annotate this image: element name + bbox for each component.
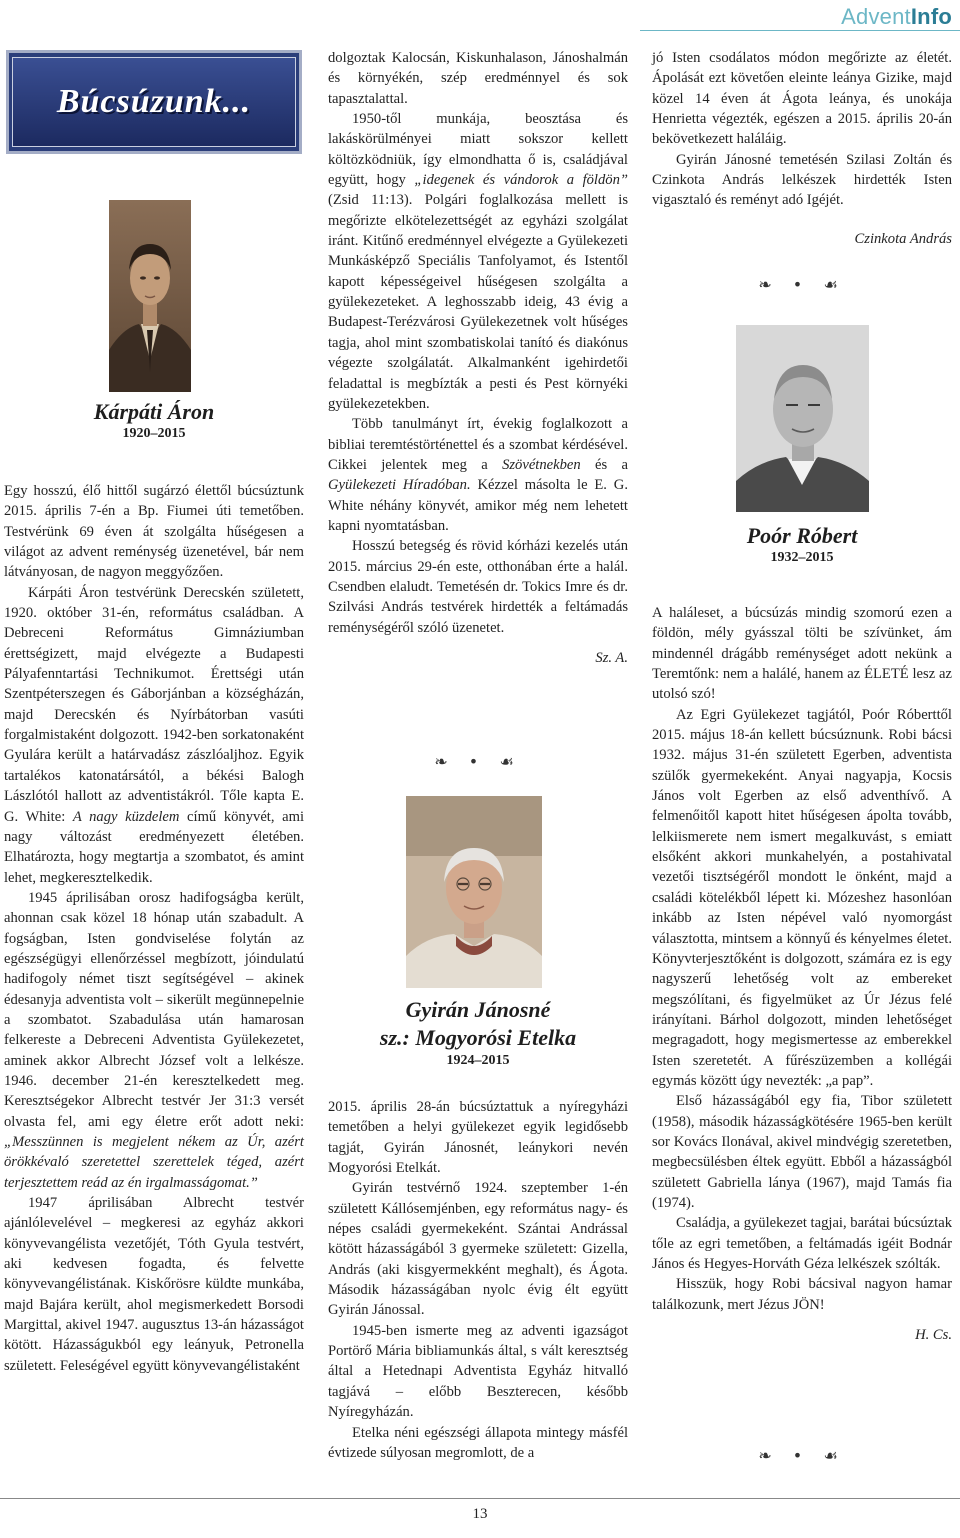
col2-paragraph-3 — [328, 414, 628, 536]
col1-paragraph-4: 1947 áprilisában Albrecht testvér ajánlólevelével – megkeresi az egyház akkori könyvevangélista vezetőjét, Tóth Gyula testvért, aki kedvesen fogadta, és felvette könyvevangélistának. Kiskőrösre küldte munkába, majd Bajára került, ahol megismerkedett Borsodi Margittal, akivel 1947. augusztus 13-án házasságot kötött. Házasságukból egy leányuk, Petronella született. Feleségével együtt könyvevangélistaként — [4, 1195, 304, 1374]
brand-part-info: Info — [910, 4, 952, 29]
gyiran-paragraph-2: Gyirán testvérnő 1924. szeptember 1-én született Kállósemjénben, egy református nagy- és népes családi gyermekeként. Szántai Andrással kötött házasságából 3 gyermeke született: Gizella, András (aki kisgyermekként meghalt), és Ágota. Második házasságában nyolc évig élt együtt Gyirán Jánossal. — [328, 1180, 628, 1319]
column-1 — [4, 481, 304, 1376]
poor-paragraph-4: Családja, a gyülekezet tagjai, barátai búcsúztak tőle az egri temetőben, a feltámadás igéit Bodnár János és Hegyes-Horváth Géza lelkészek szólták. — [652, 1215, 952, 1272]
brand-logo — [841, 4, 952, 30]
signature-czinkota: Czinkota András — [854, 230, 952, 247]
book-title-nagy-kuzdelem: A nagy küzdelem — [72, 808, 180, 825]
person-name-gyiran-line1: Gyirán Jánosné — [405, 997, 551, 1022]
person-years-poor: 1932–2015 — [770, 550, 834, 565]
col1-p2-text: Kárpáti Áron testvérünk Derecskén született, 1920. október 31-én, református családban. A Debreceni Református Gimnáziumban érettségizett, majd elvégezte a Budapesti Pályafenntartási Technikumot. Érettségi után Szentpéterszegen és Gáborjánban a községházán, majd Derecskén és Nyírbátorban vasúti forgalmistaként dolgozott. 1942-ben sorkatonaként Gyulára került a határvadász zászlóaljhoz. Egyik tartalékos katonatársától, a békési Balogh Lászlótól hallott az adventistákról. Tőle kapta E. G. White: — [4, 584, 304, 825]
col2-p3-text: Több tanulmányt írt, évekig foglalkozott a bibliai teremtéstörténettel és a szombat kérdésével. Cikkei jelentek meg a — [328, 416, 628, 473]
poor-paragraph-2: Az Egri Gyülekezet tagjától, Poór Róberttől 2015. május 18-án kellett búcsúznunk. Robi bácsi 1932. május 31-én született Egerben, adventista szülők gyermekeként. Anyai nagyapja, Kocsis János volt Egerben az első adventhívő. A felmenőitől kapott hitet hűségesen ápolta tovább, lelkiismerete nem ismert megalkuvást, s emiatt elsőként akkori munkahelyén, a postahivatal vezetői tisztségéről mondott le önként, majd a családi kötelékből lépett ki. Mózeshez hasonlóan inkább az Isten népével való nyomorgást választotta, mintsem a könnyű és kényelmes életet. Könyvterjesztőként is dolgozott, számára ez is egy nagyszerű lehetőség volt az embereket megszólítani, és figyelmüket az Úr Jézus felé irányítani. Bárhol dolgozott, minden lehetőséget megragadott, hogy megismertesse az emberekkel Isten szeretetét. A fűrészüzemben a kollégái egymás között úgy nevezték: „a pap”. — [652, 706, 952, 1089]
banner-title: Búcsúzunk... — [56, 83, 252, 120]
col2-p2-text: 1950-től munkája, beosztása és lakáskörülményei miatt sokszor kellett költözködniük, így elmondhatta ő is, családjával együtt, hogy — [328, 111, 628, 189]
header-rule — [640, 30, 960, 31]
col2-p2-quote: „idegenek és vándorok a földön” — [414, 172, 628, 189]
poor-paragraph-5: Hisszük, hogy Robi bácsival nagyon hamar találkozunk, mert Jézus JÖN! — [652, 1276, 952, 1313]
poor-paragraph-1: A haláleset, a búcsúzás mindig szomorú ezen a földön, mély gyásszal tölti be szívünket, ám mindennél drágább reménységet adott nekünk a Teremtőnk: nem a halálé, hanem az ÉLETÉ lesz az utolsó szó! — [652, 605, 952, 703]
publication-hirado: Gyülekezeti Híradóban. — [328, 477, 471, 494]
signature-sz-a: Sz. A. — [595, 649, 628, 666]
brand-part-advent: Advent — [841, 4, 911, 29]
col2-paragraph-2 — [328, 109, 628, 414]
banner-inner — [12, 57, 296, 147]
section-banner — [6, 50, 302, 154]
column-3 — [652, 48, 952, 255]
col2-p3-end: Kézzel másolta le E. G. White néhány könyvét, amikor még nem lehetett kapni nyomtatásban. — [328, 477, 628, 534]
person-years-gyiran: 1924–2015 — [446, 1053, 510, 1068]
col3-paragraph-1: jó Isten csodálatos módon megőrizte az életét. Ápolását ezt követően eleinte leánya Gizike, majd közel 14 éven át Ágota leánya, és unokája Henrietta végezték, egészen a 2015. április 20-án bekövetkezett haláláig. — [652, 50, 952, 148]
col1-p3-text: 1945 áprilisában orosz hadifogságba került, ahonnan csak közel 18 hónap után szabadult. A fogságban, Isten gondviselése folytán az egészségügyi ellenőrzéssel megbízott, jóindulatú hadifogoly német tiszt segítségével – akinek édesanyja adventista volt – sikerült megünnepelnie a szombatot. Szabadulása után hamarosan felkereste a Debreceni Adventista Gyülekezetet, aminek akkor Albrecht József volt a lelkésze. 1946. december 21-én keresztelkedett meg. Keresztségekor Albrecht testvér Jer 31:3 versét olvasta fel, ami egy életre erőt adott neki: — [4, 889, 304, 1130]
publication-szovetnek: Szövétnekben — [502, 456, 581, 473]
person-name-karpati: Kárpáti Áron — [93, 399, 215, 424]
col3-paragraph-2: Gyirán Jánosné temetésén Szilasi Zoltán és Czinkota András lelkészek hirdették Isten vigasztaló és reményt adó Igéjét. — [652, 151, 952, 209]
person-name-poor: Poór Róbert — [746, 523, 858, 548]
gyiran-paragraph-3: 1945-ben ismerte meg az adventi igazságot Portörő Mária bibliamunkás által, s vált keresztség által a Hetednapi Adventista Egyház hitvalló tagjává – előbb Beszterecen, később Nyíregyházán. — [328, 1322, 628, 1421]
ornament-divider-3: ❧ • ☙ — [758, 1446, 846, 1465]
portrait-poor-photo — [736, 325, 869, 512]
col1-paragraph-2 — [4, 583, 304, 888]
col2-paragraph-4: Hosszú betegség és rövid kórházi kezelés után 2015. március 29-én este, otthonában érte a halál. Csendben elaludt. Temetésén dr. Tokics Imre és dr. Szilvási András testvérek hirdették a feltámadás reménységéről szóló üzenetet. — [328, 538, 628, 636]
ornament-divider-2: ❧ • ☙ — [758, 275, 846, 294]
footer-rule — [0, 1498, 960, 1499]
bible-quote: „Messzünnen is megjelent nékem az Úr, azért örökkévaló szeretettel szerettelek téged, azért terjesztettem reád az én irgalmasságomat.” — [4, 1134, 304, 1191]
ornament-divider-1: ❧ • ☙ — [434, 752, 522, 771]
column-3-poor — [652, 603, 952, 1351]
gyiran-paragraph-1: 2015. április 28-án búcsúztattuk a nyíregyházi temetőben a helyi gyülekezet egyik legidősebb tagját, Gyirán Jánosnét, leánykori nevén Mogyorósi Etelkát. — [328, 1099, 628, 1177]
col1-paragraph-3 — [4, 888, 304, 1193]
person-years-karpati: 1920–2015 — [122, 426, 186, 441]
col2-p2-end: (Zsid 11:13). Polgári foglalkozása mellett is megőrizte elkötelezettségét az egyházi szolgálat iránt. Kitűnő eredménnyel elvégezte a Gyülekezeti Munkásképző Speciális Tanfolyamot, és Istentől kapott képességeivel hűségesen szolgálta a gyülekezeteket. A leghosszabb ideig, 43 évig a Budapest-Terézvárosi Gyülekezetnek volt hűséges tagja, ahol mint szombatiskolai tanító és diakónus végezte szolgálatát. Alkalmanként igehirdetői feladattal is megbízták a pesti és Pest környéki gyülekezetekben. — [328, 192, 628, 412]
col1-p2-end: című könyvét, ami nagy változást eredményezett életében. Elhatározta, hogy megtartja a szombatot, és amint lehet, megkeresztelkedik. — [4, 808, 304, 886]
col2-paragraph-1: dolgoztak Kalocsán, Kiskunhalason, Jánoshalmán és környékén, szép eredménnyel és sok tapasztalattal. — [328, 50, 628, 107]
portrait-karpati-photo — [109, 200, 191, 392]
signature-h-cs: H. Cs. — [915, 1327, 952, 1344]
col1-paragraph-1: Egy hosszú, élő hittől sugárzó élettől búcsúztunk 2015. április 7-én a Bp. Fiumei úti temetőben. Testvérünk 69 éven át szolgálta hűségesen a világot az advent reménység üzenetével, bár nem látványosan, de nagyon meggyőzően. — [4, 483, 304, 581]
gyiran-paragraph-4: Etelka néni egészségi állapota mintegy másfél évtizede súlyosan megromlott, de a — [328, 1424, 628, 1461]
poor-paragraph-3: Első házasságából egy fia, Tibor született (1958), második házasságkötésére 1965-ben került sor Kovács Ilonával, akivel mindvégig szeretetben, megbecsülésben éltek együtt. Ebből a házasságból született Gabriella lánya (1967), majd Tamás fia (1974). — [652, 1093, 952, 1211]
column-2-gyiran — [328, 1097, 628, 1463]
portrait-gyiran-photo — [406, 796, 542, 988]
person-name-gyiran-line2: sz.: Mogyorósi Etelka — [379, 1025, 577, 1050]
col2-p3-mid: és a — [595, 456, 628, 473]
page-number: 13 — [472, 1506, 488, 1522]
column-2 — [328, 48, 628, 674]
